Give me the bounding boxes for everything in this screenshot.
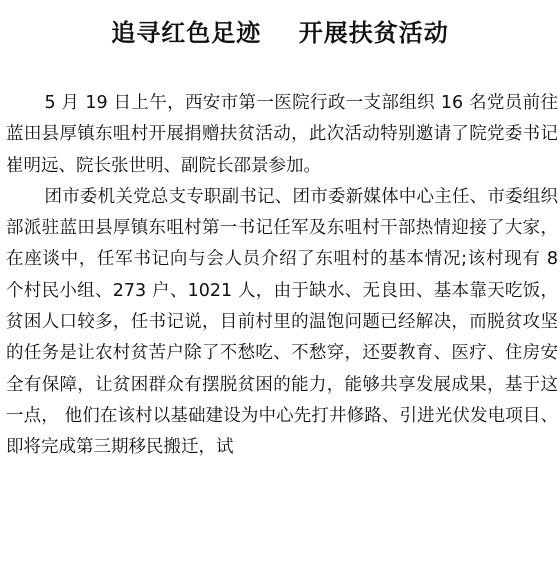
paragraph-intro: 5 月 19 日上午，西安市第一医院行政一支部组织 16 名党员前往蓝田县厚镇东咀村开展捐赠扶贫活动，此次活动特别邀请了院党委书记崔明远、院长张世明、副院长邵景参加。 xyxy=(6,93,558,176)
article-body xyxy=(6,88,558,464)
paragraph-village-visit: 团市委机关党总支专职副书记、团市委新媒体中心主任、市委组织部派驻蓝田县厚镇东咀村第一书记任军及东咀村干部热情迎接了大家，在座谈中，任军书记向与会人员介绍了东咀村的基本情况;该村现有 8 个村民小组、273 户、1021 人，由于缺水、无良田、基本靠天吃饭，贫困人口较多，任书记说，目前村里的温饱问题已经解决，而脱贫攻坚的任务是让农村贫苦户除了不愁吃、不愁穿，还要教育、医疗、住房安全有保障，让贫困群众有摆脱贫困的能力，能够共享发展成果，基于这一点， 他们在该村以基础建设为中心先打井修路、引进光伏发电项目、即将完成第三期移民搬迁，试 xyxy=(6,186,558,458)
article-title: 追寻红色足迹 开展扶贫活动 xyxy=(111,18,449,47)
